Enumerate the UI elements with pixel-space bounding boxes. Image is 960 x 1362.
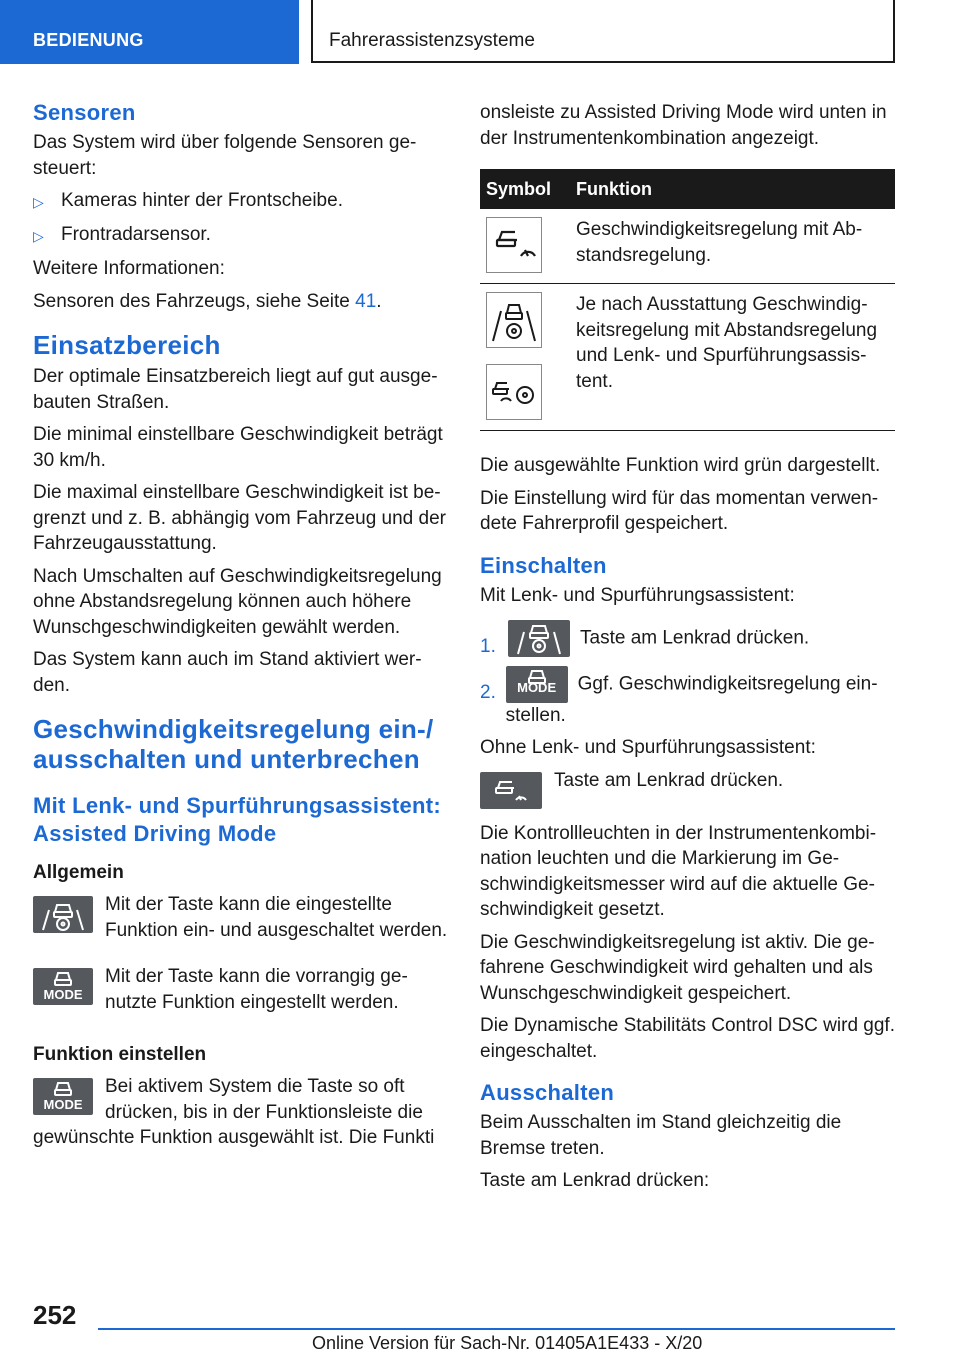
- paragraph-continued: onsleiste zu Assisted Driving Mode wird unten in der Instrumentenkombination angezeigt.: [480, 102, 887, 149]
- acc-steering-symbol-icon: [486, 364, 542, 420]
- step-content: [506, 666, 895, 728]
- heading-einschalten: Einschalten: [480, 552, 607, 578]
- section-label: BEDIENUNG: [33, 30, 144, 50]
- list-item-text: Kameras hinter der Frontscheibe.: [61, 190, 343, 211]
- list-item: [33, 222, 448, 249]
- step-number: 1.: [480, 636, 496, 657]
- footer-online-version: Online Version für Sach-Nr. 01405A1E433 - X/20: [312, 1333, 703, 1353]
- paragraph: Die Einstellung wird für das momentan verwendete Fahrerprofil gespeichert.: [480, 487, 879, 534]
- bullet-triangle-icon: ▷: [33, 228, 44, 244]
- funktion-cell: Geschwindigkeitsregelung mit Abstandsregelung.: [570, 209, 895, 284]
- left-column: [33, 100, 448, 1158]
- paragraph: Das System kann auch im Stand aktiviert werden.: [33, 649, 422, 696]
- heading-allgemein: Allgemein: [33, 862, 124, 883]
- mode-label: MODE: [43, 1097, 83, 1112]
- right-column: [480, 100, 895, 1201]
- assisted-driving-symbol-icon: [486, 292, 542, 348]
- acc-button-icon: [480, 772, 542, 809]
- paragraph: Nach Umschalten auf Geschwindigkeitsregelung ohne Abstandsregelung können auch höhere Wunschgeschwindigkeiten gewählt werden.: [33, 565, 442, 638]
- mode-label: MODE: [43, 987, 83, 1002]
- heading-sensoren: Sensoren: [33, 100, 136, 125]
- chapter-label: Fahrerassistenzsysteme: [329, 30, 535, 51]
- table-header-row: [480, 169, 895, 209]
- paragraph: Die Dynamische Stabilitäts Control DSC wird ggf. eingeschaltet.: [480, 1015, 895, 1062]
- paragraph: Die minimal einstellbare Geschwindigkeit beträgt 30 km/h.: [33, 424, 443, 471]
- paragraph: Mit Lenk- und Spurführungsassistent:: [480, 584, 795, 606]
- weitere-info: Weitere Informationen:: [33, 258, 225, 279]
- paragraph: Die Geschwindigkeitsregelung ist aktiv. Die gefahrene Geschwindigkeit wird gehalten und als Wunschgeschwindigkeit gespeichert.: [480, 931, 875, 1004]
- bullet-triangle-icon: ▷: [33, 194, 44, 210]
- list-item: [480, 620, 895, 659]
- column-header-funktion: Funktion: [570, 169, 895, 209]
- heading-geschwindigkeitsregelung: Geschwindigkeitsregelung ein-/ ausschalten und unterbrechen: [33, 714, 434, 774]
- paragraph: Der optimale Einsatzbereich liegt auf gut ausgebauten Straßen.: [33, 366, 438, 413]
- paragraph: Die maximal einstellbare Geschwindigkeit ist begrenzt und z. B. abhängig vom Fahrzeug und der Fahrzeugausstattung.: [33, 482, 446, 554]
- ohne-text: Taste am Lenkrad drücken.: [554, 769, 784, 791]
- step-text: Taste am Lenkrad drücken.: [580, 627, 810, 649]
- table-row: [480, 209, 895, 284]
- allgemein-text-2: Mit der Taste kann die vorrangig genutzte Funktion eingestellt werden.: [105, 966, 408, 1013]
- list-item: [480, 666, 895, 728]
- heading-funktion-einstellen: Funktion einstellen: [33, 1044, 207, 1065]
- mode-button-icon: [33, 1078, 93, 1115]
- paragraph: Beim Ausschalten im Stand gleichzeitig die Bremse treten.: [480, 1112, 842, 1159]
- step-number: 2.: [480, 682, 496, 703]
- paragraph: Die Kontrollleuchten in der Instrumentenkombination leuchten und die Markierung im Geschwindigkeitsmesser wird auf die aktuelle Geschwindigkeit gesetzt.: [480, 822, 877, 920]
- section-tab: [0, 0, 299, 64]
- list-item: [33, 188, 448, 215]
- heading-einsatzbereich: Einsatzbereich: [33, 330, 221, 360]
- heading-assisted-driving-mode: Mit Lenk- und Spurführungsassistent: Assisted Driving Mode: [33, 793, 442, 846]
- mode-button-icon: [33, 968, 93, 1005]
- sensoren-reference: [33, 289, 448, 315]
- table-row: [480, 284, 895, 431]
- symbol-table: [480, 169, 895, 431]
- reference-end: .: [376, 290, 382, 312]
- paragraph: Die ausgewählte Funktion wird grün dargestellt.: [480, 455, 881, 476]
- footer-divider: [98, 1328, 895, 1330]
- mode-label: MODE: [517, 680, 557, 695]
- assisted-driving-button-icon: [33, 896, 93, 933]
- list-item-text: Frontradarsensor.: [61, 224, 211, 245]
- funktion-text: Bei aktivem System die Taste so oft drücken, bis in der Funktionsleiste die gewünschte Funktion ausgewählt ist. Die Funkti: [33, 1076, 435, 1148]
- page-number: 252: [33, 1300, 77, 1330]
- symbol-cell: [480, 284, 570, 431]
- chapter-header: [311, 0, 895, 63]
- funktion-cell: Je nach Ausstattung Geschwindigkeitsregelung mit Abstandsregelung und Lenk- und Spurführungsassistent.: [570, 284, 895, 431]
- acc-distance-icon: [486, 217, 542, 273]
- reference-text: Sensoren des Fahrzeugs, siehe Seite: [33, 290, 356, 312]
- symbol-cell: [480, 209, 570, 284]
- step-content: [508, 620, 809, 659]
- step-text: Ggf. Geschwindigkeitsregelung einstellen.: [505, 673, 878, 726]
- allgemein-text-1: Mit der Taste kann die eingestellte Funktion ein- und ausgeschaltet werden.: [105, 894, 448, 941]
- paragraph: Ohne Lenk- und Spurführungsassistent:: [480, 737, 816, 758]
- page-link[interactable]: 41: [355, 290, 377, 312]
- paragraph: Taste am Lenkrad drücken:: [480, 1170, 710, 1191]
- heading-ausschalten: Ausschalten: [480, 1080, 615, 1105]
- assisted-driving-button-icon: [508, 620, 570, 657]
- mode-button-icon: [506, 666, 568, 703]
- column-header-symbol: Symbol: [480, 169, 570, 209]
- sensoren-intro: Das System wird über folgende Sensoren gesteuert:: [33, 132, 417, 179]
